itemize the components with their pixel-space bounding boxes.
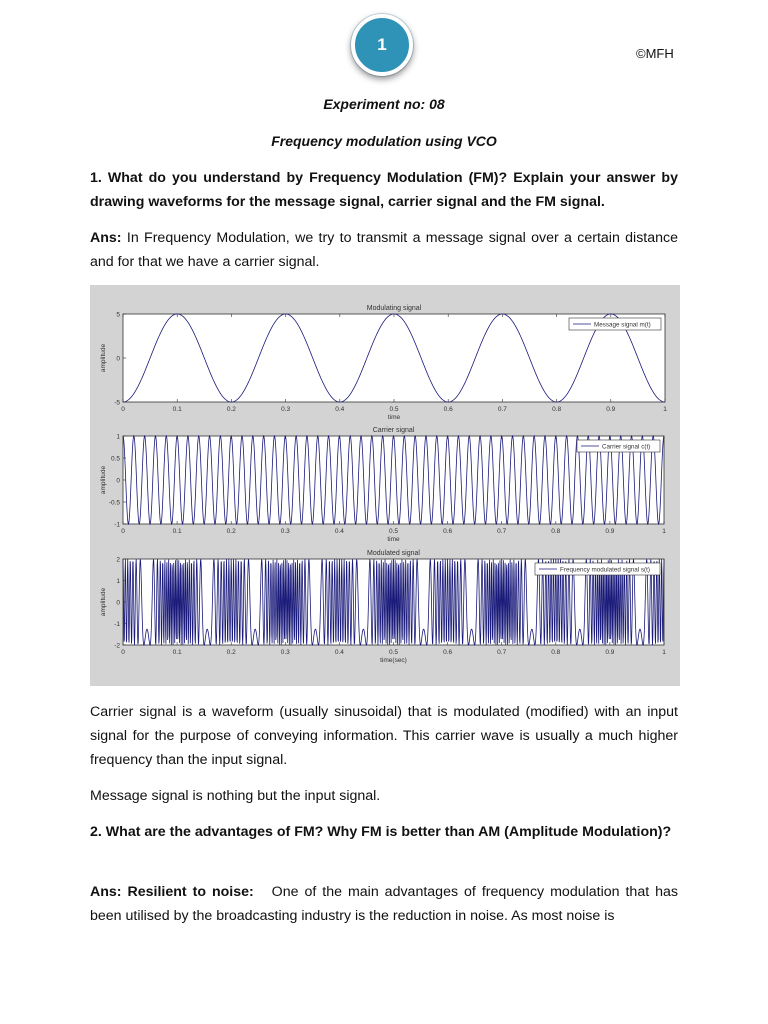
plot-title-1: Modulating signal <box>366 305 422 312</box>
y-tick-label: -5 <box>114 399 120 407</box>
answer-2-text: One of the main advantages of frequency modulation that has been utilised by the broadcasting industry is the reduction in noise. As most noise is <box>90 884 678 924</box>
y-tick-label: 1 <box>116 578 120 585</box>
x-tick-label: 0.4 <box>334 528 344 535</box>
legend-label-3: Frequency modulated signal s(t) <box>560 566 650 574</box>
x-tick-label: 0.9 <box>605 528 615 535</box>
plot-title-2: Carrier signal <box>372 427 415 434</box>
x-tick-label: 0.7 <box>497 406 507 413</box>
y-tick-label: 0 <box>116 599 120 607</box>
y-axis-label-2: amplitude <box>100 465 107 495</box>
x-tick-label: 0.8 <box>551 528 561 535</box>
x-tick-label: 1 <box>663 406 667 413</box>
x-tick-label: 0.3 <box>280 528 290 535</box>
x-tick-label: 0.2 <box>226 649 236 656</box>
x-tick-label: 0.3 <box>281 406 291 413</box>
x-tick-label: 0.5 <box>388 528 399 535</box>
x-tick-label: 0.5 <box>388 649 399 656</box>
copyright-notice: ©MFH <box>636 46 674 61</box>
x-axis-label-3: time(sec) <box>380 657 407 664</box>
x-tick-label: 1 <box>662 528 666 535</box>
x-tick-label: 0.4 <box>335 406 345 413</box>
x-tick-label: 0.1 <box>172 406 182 413</box>
y-tick-label: -1 <box>114 621 120 628</box>
fm-waveform-figure <box>90 285 680 686</box>
experiment-title: Experiment no: 08 <box>323 96 445 112</box>
x-axis-label-1: time <box>387 414 401 421</box>
message-signal-paragraph: Message signal is nothing but the input signal. <box>90 788 381 804</box>
y-axis-label-1: amplitude <box>100 343 107 373</box>
x-tick-label: 0.6 <box>443 528 453 535</box>
x-tick-label: 0.3 <box>280 649 290 656</box>
x-tick-label: 0.4 <box>334 649 344 656</box>
y-tick-label: -0.5 <box>108 499 120 507</box>
answer-1-label: Ans: <box>90 230 122 246</box>
x-tick-label: 1 <box>662 649 666 656</box>
x-tick-label: 0 <box>121 528 125 535</box>
x-axis-label-2: time <box>387 536 400 543</box>
y-tick-label: 0 <box>116 477 120 485</box>
x-tick-label: 0.9 <box>606 406 616 413</box>
y-tick-label: 2 <box>116 556 120 564</box>
question-2: 2. What are the advantages of FM? Why FM is better than AM (Amplitude Modulation)? <box>90 824 672 840</box>
x-tick-label: 0.8 <box>552 406 562 413</box>
x-tick-label: 0.8 <box>551 649 561 656</box>
legend-label-1: Message signal m(t) <box>594 321 651 329</box>
x-tick-label: 0 <box>121 649 125 656</box>
carrier-signal-paragraph: Carrier signal is a waveform (usually sinusoidal) that is modulated (modified) with an input signal for the purpose of conveying information. This carrier wave is usually a much higher frequency than the input signal. <box>90 704 678 768</box>
page-number-badge: 1 <box>351 14 413 76</box>
y-tick-label: 0.5 <box>110 455 120 463</box>
experiment-subtitle: Frequency modulation using VCO <box>271 133 497 149</box>
x-tick-label: 0.7 <box>497 649 507 656</box>
plot-title-3: Modulated signal <box>367 550 420 557</box>
answer-2 <box>90 880 678 928</box>
answer-2-label: Ans: Resilient to noise: <box>90 884 254 900</box>
x-tick-label: 0 <box>121 406 125 413</box>
question-1: 1. What do you understand by Frequency Modulation (FM)? Explain your answer by drawing waveforms for the message signal, carrier signal and the FM signal. <box>90 170 678 210</box>
x-tick-label: 0.1 <box>172 649 182 656</box>
x-tick-label: 0.5 <box>389 406 399 413</box>
x-tick-label: 0.6 <box>443 649 453 656</box>
y-tick-label: 1 <box>116 433 120 441</box>
y-tick-label: 5 <box>116 311 120 319</box>
y-tick-label: -2 <box>114 642 120 650</box>
legend-label-2: Carrier signal c(t) <box>602 443 651 451</box>
x-tick-label: 0.7 <box>497 528 507 535</box>
x-tick-label: 0.2 <box>226 406 236 413</box>
y-tick-label: -1 <box>114 521 120 529</box>
y-axis-label-3: amplitude <box>100 587 107 617</box>
x-tick-label: 0.2 <box>226 528 236 535</box>
answer-1-text: In Frequency Modulation, we try to transmit a message signal over a certain distance and for that we have a carrier signal. <box>90 230 679 270</box>
y-tick-label: 0 <box>116 355 120 363</box>
answer-1 <box>90 226 678 274</box>
x-tick-label: 0.1 <box>172 528 182 535</box>
x-tick-label: 0.9 <box>605 649 615 656</box>
waveform-plots <box>90 285 680 686</box>
x-tick-label: 0.6 <box>443 406 453 413</box>
